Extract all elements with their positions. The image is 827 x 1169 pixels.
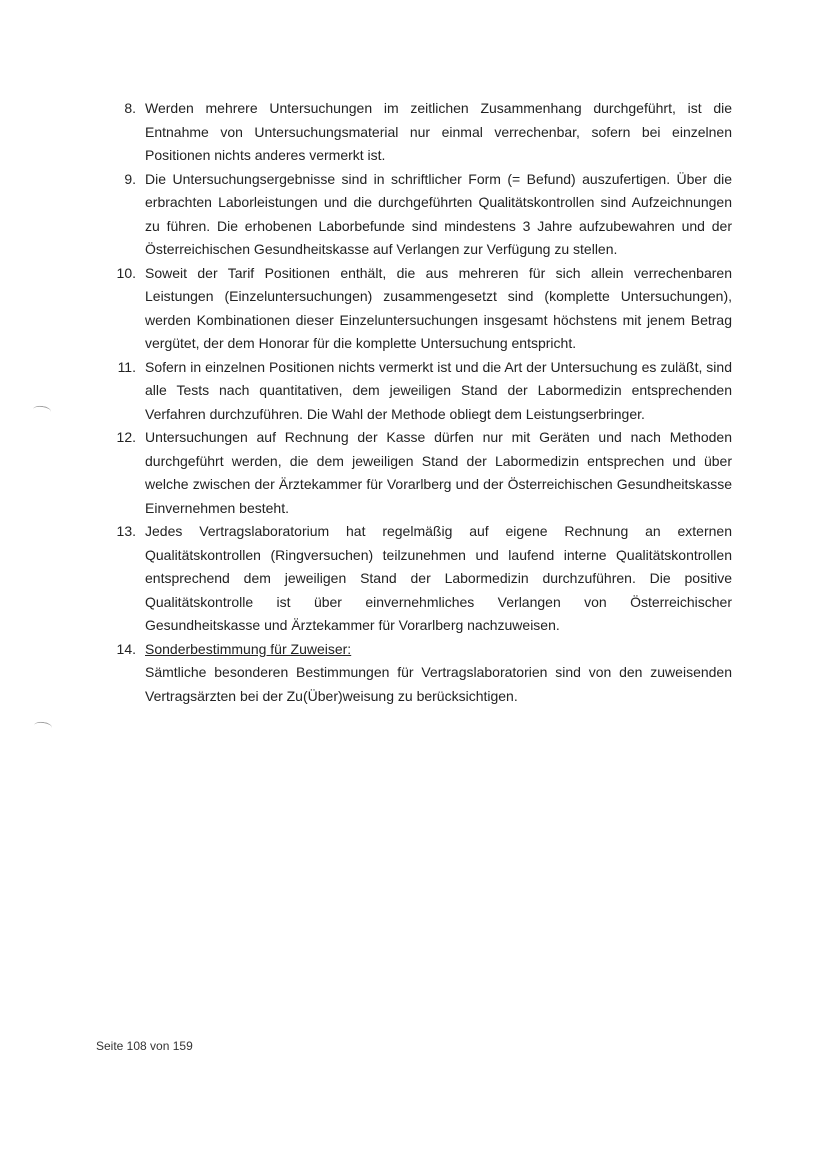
item-text: Untersuchungen auf Rechnung der Kasse dürfen nur mit Geräten und nach Methoden durchgeführt werden, die dem jeweiligen Stand der Labormedizin entsprechen und über welche zwischen der Ärztekammer für Vorarlberg und der Österreichischen Gesundheitskasse Einvernehmen besteht. [145, 429, 732, 516]
item-number: 13. [116, 523, 136, 539]
list-item-9 [90, 168, 732, 262]
item-number: 9. [124, 170, 136, 187]
item-text: Die Untersuchungsergebnisse sind in schriftlicher Form (= Befund) auszufertigen. Über die erbrachten Laborleistungen und die durchgeführten Qualitätskontrollen sind Aufzeichnungen zu führen. Die erhobenen Laborbefunde sind mindestens 3 Jahre aufzubewahren und der Österreichischen Gesundheitskasse auf Verlangen zur Verfügung zu stellen. [145, 170, 732, 257]
list-item-14 [90, 638, 732, 709]
item-heading: Sonderbestimmung für Zuweiser: [145, 640, 352, 657]
item-number: 10. [116, 264, 136, 281]
list-item-11 [90, 356, 732, 427]
item-number: 12. [116, 429, 136, 445]
item-number: 14. [116, 640, 136, 657]
item-number: 11. [117, 358, 136, 375]
scan-artifact-mark [33, 721, 52, 732]
list-item-13 [90, 520, 732, 638]
list-item-10 [90, 262, 732, 356]
list-item-12 [90, 426, 732, 520]
list-item-8 [90, 97, 732, 168]
numbered-provisions-list [90, 97, 732, 708]
scan-artifact-mark [32, 405, 51, 416]
page-number-footer: Seite 108 von 159 [96, 1039, 193, 1053]
item-text: Soweit der Tarif Positionen enthält, die aus mehreren für sich allein verrechenbaren Leistungen (Einzeluntersuchungen) zusammengesetzt sind (komplette Untersuchungen), werden Kombinationen dieser Einzeluntersuchungen insgesamt höchstens mit jenem Betrag vergütet, der dem Honorar für die komplette Untersuchung entspricht. [145, 264, 732, 351]
item-text: Jedes Vertragslaboratorium hat regelmäßig auf eigene Rechnung an externen Qualitätskontrollen (Ringversuchen) teilzunehmen und laufend interne Qualitätskontrollen entsprechend dem jeweiligen Stand der Labormedizin durchzuführen. Die positive Qualitätskontrolle ist über einvernehmliches Verlangen von Österreichischer Gesundheitskasse und Ärztekammer für Vorarlberg nachzuweisen. [145, 523, 732, 633]
item-number: 8. [124, 100, 136, 116]
item-text: Sofern in einzelnen Positionen nichts vermerkt ist und die Art der Untersuchung es zuläßt, sind alle Tests nach quantitativen, dem jeweiligen Stand der Labormedizin entsprechenden Verfahren durchzuführen. Die Wahl der Methode obliegt dem Leistungserbringer. [145, 358, 732, 422]
item-text: Werden mehrere Untersuchungen im zeitlichen Zusammenhang durchgeführt, ist die Entnahme von Untersuchungsmaterial nur einmal verrechenbar, sofern bei einzelnen Positionen nichts anderes vermerkt ist. [145, 100, 732, 163]
item-text: Sämtliche besonderen Bestimmungen für Vertragslaboratorien sind von den zuweisenden Vertragsärzten bei der Zu(Über)weisung zu berücksichtigen. [145, 664, 732, 704]
